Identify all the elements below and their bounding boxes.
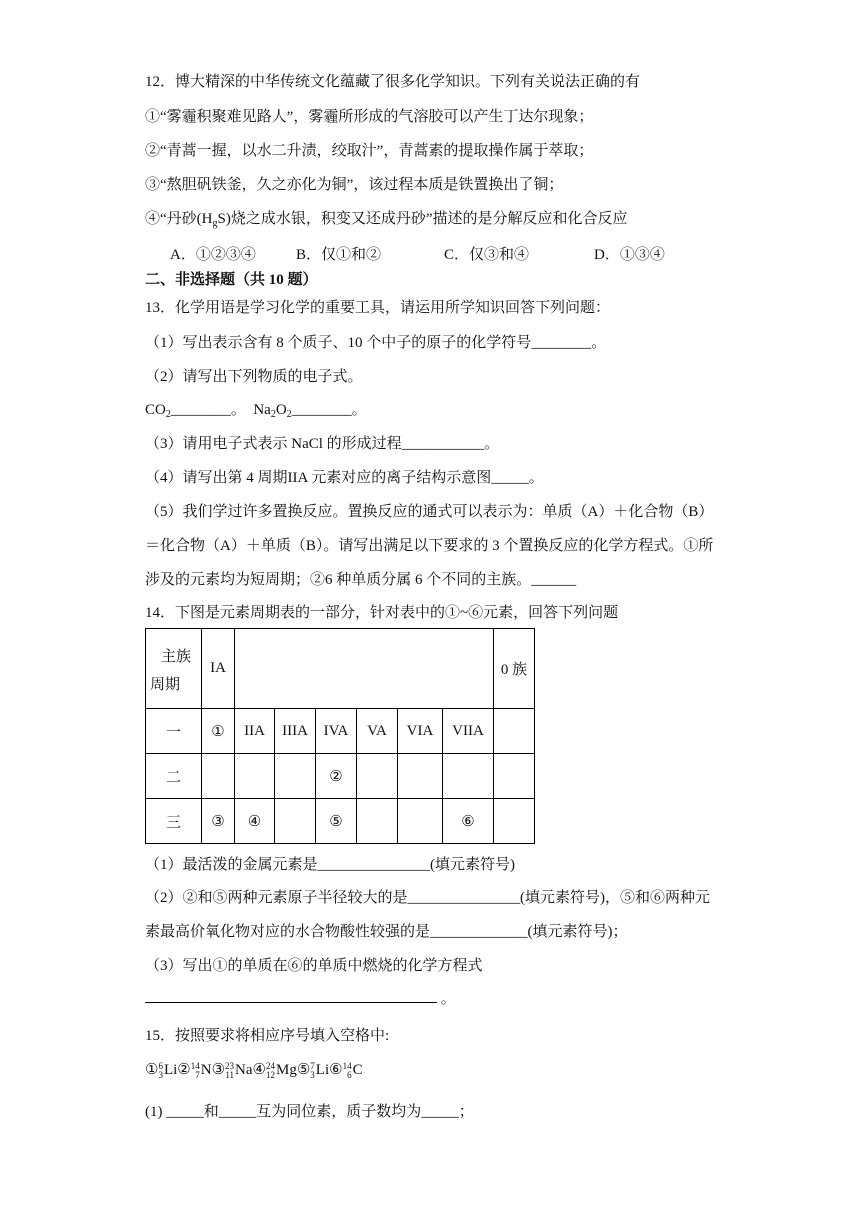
q14-part-2a: （2）②和⑤两种元素原子半径较大的是_______________(填元素符号)，⑤和⑥两种元 [145, 890, 710, 906]
nuclide-number: ③ [211, 1062, 226, 1078]
periodic-table [145, 628, 535, 844]
element-symbol: C [352, 1062, 363, 1078]
answer-blank[interactable] [145, 988, 437, 1003]
q13-part-2: （2）请写出下列物质的电子式。 [145, 369, 363, 385]
co2-blank: ________。 Na [170, 402, 271, 418]
table-cell: ⑥ [443, 799, 494, 844]
q15-nuclides [145, 1060, 363, 1080]
mass-number: 6 [158, 1060, 163, 1071]
q13-stem: 13．化学用语是学习化学的重要工具，请运用所学知识回答下列问题： [145, 300, 611, 316]
nuclide-number: ① [145, 1062, 159, 1078]
q12-stem: 12．博大精深的中华传统文化蕴藏了很多化学知识。下列有关说法正确的有 [145, 74, 641, 90]
nuclide-number: ⑥ [329, 1062, 343, 1078]
q12-option-b[interactable]: B．仅①和② [296, 247, 382, 263]
nuclide [158, 1060, 177, 1080]
mass-number: 14 [342, 1060, 352, 1071]
q12-option-d[interactable]: D．①③④ [594, 247, 665, 263]
element-symbol: Li [315, 1062, 330, 1078]
table-cell [398, 754, 443, 799]
section-2-title: 二、非选择题（共 10 题） [145, 272, 318, 288]
table-cell: IIIA [275, 709, 316, 754]
table-row [146, 709, 535, 754]
q12-s4-pre: ④“丹砂(H [145, 211, 213, 227]
table-cell: ④ [235, 799, 275, 844]
q12-option-c[interactable]: C．仅③和④ [444, 247, 530, 263]
nuclide [343, 1060, 363, 1080]
table-cell [357, 754, 398, 799]
q12-statement-3: ③“熬胆矾铁釜，久之亦化为铜”，该过程本质是铁置换出了铜； [145, 177, 564, 193]
table-cell [443, 754, 494, 799]
mass-number: 23 [225, 1060, 235, 1071]
q12-s4-sub: g [212, 218, 218, 229]
atomic-number: 7 [195, 1069, 200, 1080]
answer-period: 。 [440, 991, 456, 1007]
header-group-label: 主族 [160, 649, 191, 665]
nuclide [266, 1060, 297, 1080]
q14-part-1: （1）最活泼的金属元素是_______________(填元素符号) [145, 857, 515, 873]
q13-part-4: （4）请写出第 4 周期IIA 元素对应的离子结构示意图_____。 [145, 470, 544, 486]
q14-stem: 14．下图是元素周期表的一部分，针对表中的①~⑥元素，回答下列问题 [145, 605, 619, 621]
mass-number: 14 [190, 1060, 200, 1071]
atomic-number: 3 [310, 1069, 315, 1080]
table-cell: 一 [146, 709, 202, 754]
q13-part-1: （1）写出表示含有 8 个质子、10 个中子的原子的化学符号________。 [145, 335, 607, 351]
table-cell [494, 799, 535, 844]
element-symbol: Li [163, 1062, 178, 1078]
nuclide-number: ④ [252, 1062, 266, 1078]
q12-statement-4 [145, 209, 628, 234]
mass-number: 24 [266, 1060, 275, 1071]
q14-part-3: （3）写出①的单质在⑥的单质中燃烧的化学方程式 [145, 958, 483, 974]
na2o2-o: O [275, 402, 287, 418]
header-ia: IA [202, 629, 235, 709]
table-cell: 二 [146, 754, 202, 799]
table-cell [202, 754, 235, 799]
q13-formulas [145, 400, 367, 425]
table-cell: VIIA [443, 709, 494, 754]
table-cell: ③ [202, 799, 235, 844]
table-cell: VIA [398, 709, 443, 754]
table-cell: ② [316, 754, 357, 799]
table-cell [398, 799, 443, 844]
co2-label: CO [145, 402, 166, 418]
q13-part-5a: （5）我们学过许多置换反应。置换反应的通式可以表示为：单质（A）＋化合物（B） [145, 504, 714, 520]
q14-answer-line [145, 988, 456, 1009]
element-symbol: Na [235, 1062, 253, 1078]
header-zero-group: 0 族 [494, 629, 535, 709]
q12-s4-post: S)烧之成水银，积变又还成丹砂”描述的是分解反应和化合反应 [217, 211, 628, 227]
element-symbol: Mg [276, 1062, 297, 1078]
table-cell: VA [357, 709, 398, 754]
q15-part-1: (1) _____和_____互为同位素，质子数均为_____； [145, 1104, 474, 1120]
q13-part-5c: 涉及的元素均为短周期；②6 种单质分属 6 个不同的主族。______ [145, 572, 577, 588]
table-cell: IVA [316, 709, 357, 754]
q12-option-a[interactable]: A．①②③④ [170, 247, 256, 263]
co2-sub: 2 [165, 409, 171, 420]
nuclide [310, 1060, 329, 1080]
q13-part-3: （3）请用电子式表示 NaCl 的形成过程___________。 [145, 436, 500, 452]
atomic-number: 3 [158, 1069, 163, 1080]
table-cell [494, 754, 535, 799]
nuclide [225, 1060, 253, 1080]
table-cell: IIA [235, 709, 275, 754]
table-cell: 三 [146, 799, 202, 844]
table-header-corner [146, 629, 202, 709]
table-cell [275, 799, 316, 844]
nuclide [191, 1060, 212, 1080]
q12-statement-1: ①“雾霾积聚难见路人”，雾霾所形成的气溶胶可以产生丁达尔现象； [145, 109, 594, 125]
table-cell [494, 709, 535, 754]
table-cell [275, 754, 316, 799]
table-cell [357, 799, 398, 844]
na2o2-blank: ________。 [291, 402, 367, 418]
q15-stem: 15．按照要求将相应序号填入空格中: [145, 1028, 390, 1044]
nuclide-number: ⑤ [296, 1062, 311, 1078]
table-row [146, 754, 535, 799]
table-cell [235, 754, 275, 799]
q12-options [170, 243, 730, 263]
table-cell: ① [202, 709, 235, 754]
q14-part-2b: 素最高价氧化物对应的水合物酸性较强的是_____________(填元素符号)； [145, 924, 628, 940]
na2o2-sub1: 2 [270, 409, 276, 420]
mass-number: 7 [310, 1060, 315, 1071]
element-symbol: N [200, 1062, 212, 1078]
table-row [146, 799, 535, 844]
table-cell: ⑤ [316, 799, 357, 844]
atomic-number: 6 [347, 1069, 352, 1080]
header-period-label: 周期 [150, 677, 181, 693]
na2o2-sub2: 2 [286, 409, 292, 420]
nuclide-number: ② [177, 1062, 191, 1078]
q13-part-5b: ＝化合物（A）＋单质（B）。请写出满足以下要求的 3 个置换反应的化学方程式。①所 [145, 538, 714, 554]
atomic-number: 11 [225, 1069, 235, 1080]
q12-statement-2: ②“青蒿一握，以水二升渍，绞取汁”，青蒿素的提取操作属于萃取； [145, 143, 594, 159]
header-blank [235, 629, 494, 709]
atomic-number: 12 [266, 1069, 275, 1080]
